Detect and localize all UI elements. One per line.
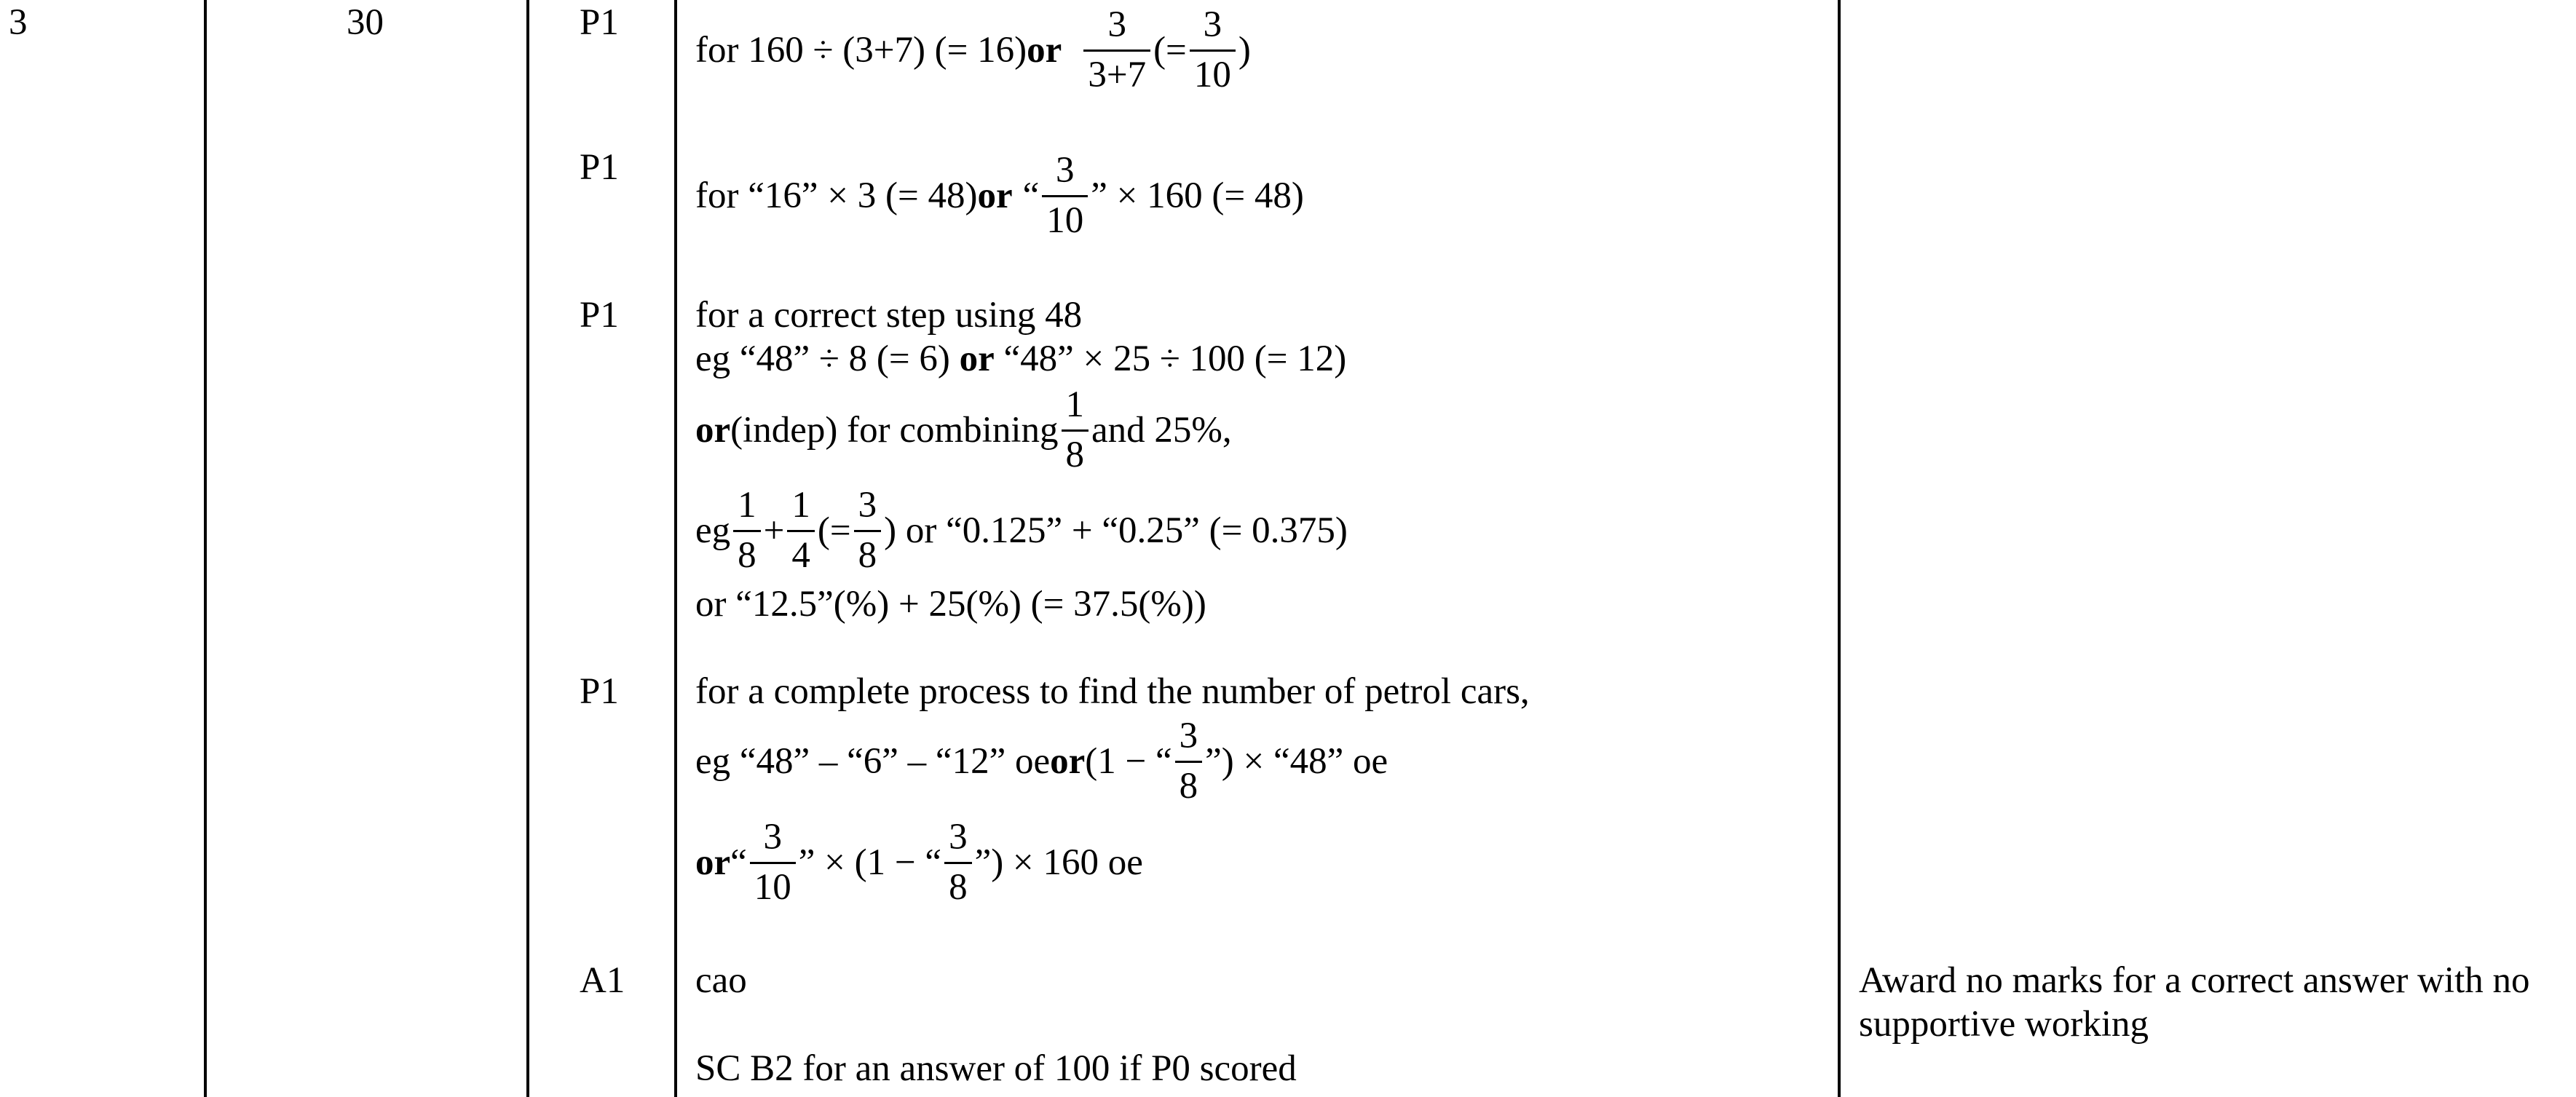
mark-scheme-line: eg “48” ÷ 8 (= 6) or “48” × 25 ÷ 100 (= 12) bbox=[695, 338, 1347, 379]
fraction: $\frac{3}{8}$ bbox=[1175, 717, 1203, 806]
fraction: $\frac{1}{8}$ bbox=[733, 486, 761, 575]
column-divider bbox=[204, 0, 207, 1097]
mark-scheme-line: for a correct step using 48 bbox=[695, 295, 1083, 336]
fraction: $\frac{3}{8}$ bbox=[854, 486, 882, 575]
guidance-note: Award no marks for a correct answer with no bbox=[1859, 960, 2530, 1001]
fraction: $\frac{3}{10}$ bbox=[1042, 151, 1088, 240]
fraction: $\frac{1}{8}$ bbox=[1062, 386, 1089, 475]
mark-code: P1 bbox=[580, 671, 619, 712]
fraction: $\frac{3}{3+7}$ bbox=[1083, 6, 1150, 95]
mark-code: P1 bbox=[580, 2, 619, 43]
column-divider bbox=[1838, 0, 1841, 1097]
mark-scheme-line: eg $\frac{1}{8}$ + $\frac{1}{4}$ (= $\frac{3}{8}$ ) or “0.125” + “0.25” (= 0.375) bbox=[695, 485, 1348, 576]
fraction: $\frac{3}{10}$ bbox=[750, 818, 796, 907]
fraction: $\frac{1}{4}$ bbox=[787, 486, 815, 575]
mark-scheme-line: for 160 ÷ (3+7) (= 16) or $\frac{3}{3+7}$ (= $\frac{3}{10}$ ) bbox=[695, 4, 1251, 95]
mark-scheme-line: cao bbox=[695, 960, 747, 1001]
answer-value: 30 bbox=[347, 2, 384, 43]
mark-scheme-line: eg “48” – “6” – “12” oe or (1 − “ $\frac{3}{8}$ ”) × “48” oe bbox=[695, 716, 1388, 807]
question-number: 3 bbox=[9, 2, 28, 43]
mark-scheme-line: or (indep) for combining $\frac{1}{8}$ and 25%, bbox=[695, 384, 1232, 475]
mark-scheme-line: for “16” × 3 (= 48) or “ $\frac{3}{10}$ ” × 160 (= 48) bbox=[695, 150, 1304, 241]
mark-scheme-line: SC B2 for an answer of 100 if P0 scored bbox=[695, 1048, 1297, 1089]
column-divider bbox=[674, 0, 677, 1097]
mark-code: P1 bbox=[580, 295, 619, 336]
column-divider bbox=[526, 0, 529, 1097]
mark-scheme-line: or “ $\frac{3}{10}$ ” × (1 − “ $\frac{3}{8}$ ”) × 160 oe bbox=[695, 817, 1143, 908]
mark-scheme-line: for a complete process to find the number of petrol cars, bbox=[695, 671, 1530, 712]
mark-code: P1 bbox=[580, 147, 619, 188]
guidance-note: supportive working bbox=[1859, 1004, 2149, 1045]
fraction: $\frac{3}{8}$ bbox=[944, 818, 972, 907]
mark-code: A1 bbox=[580, 960, 625, 1001]
fraction: $\frac{3}{10}$ bbox=[1190, 6, 1236, 95]
mark-scheme-line: or “12.5”(%) + 25(%) (= 37.5(%)) bbox=[695, 584, 1206, 625]
